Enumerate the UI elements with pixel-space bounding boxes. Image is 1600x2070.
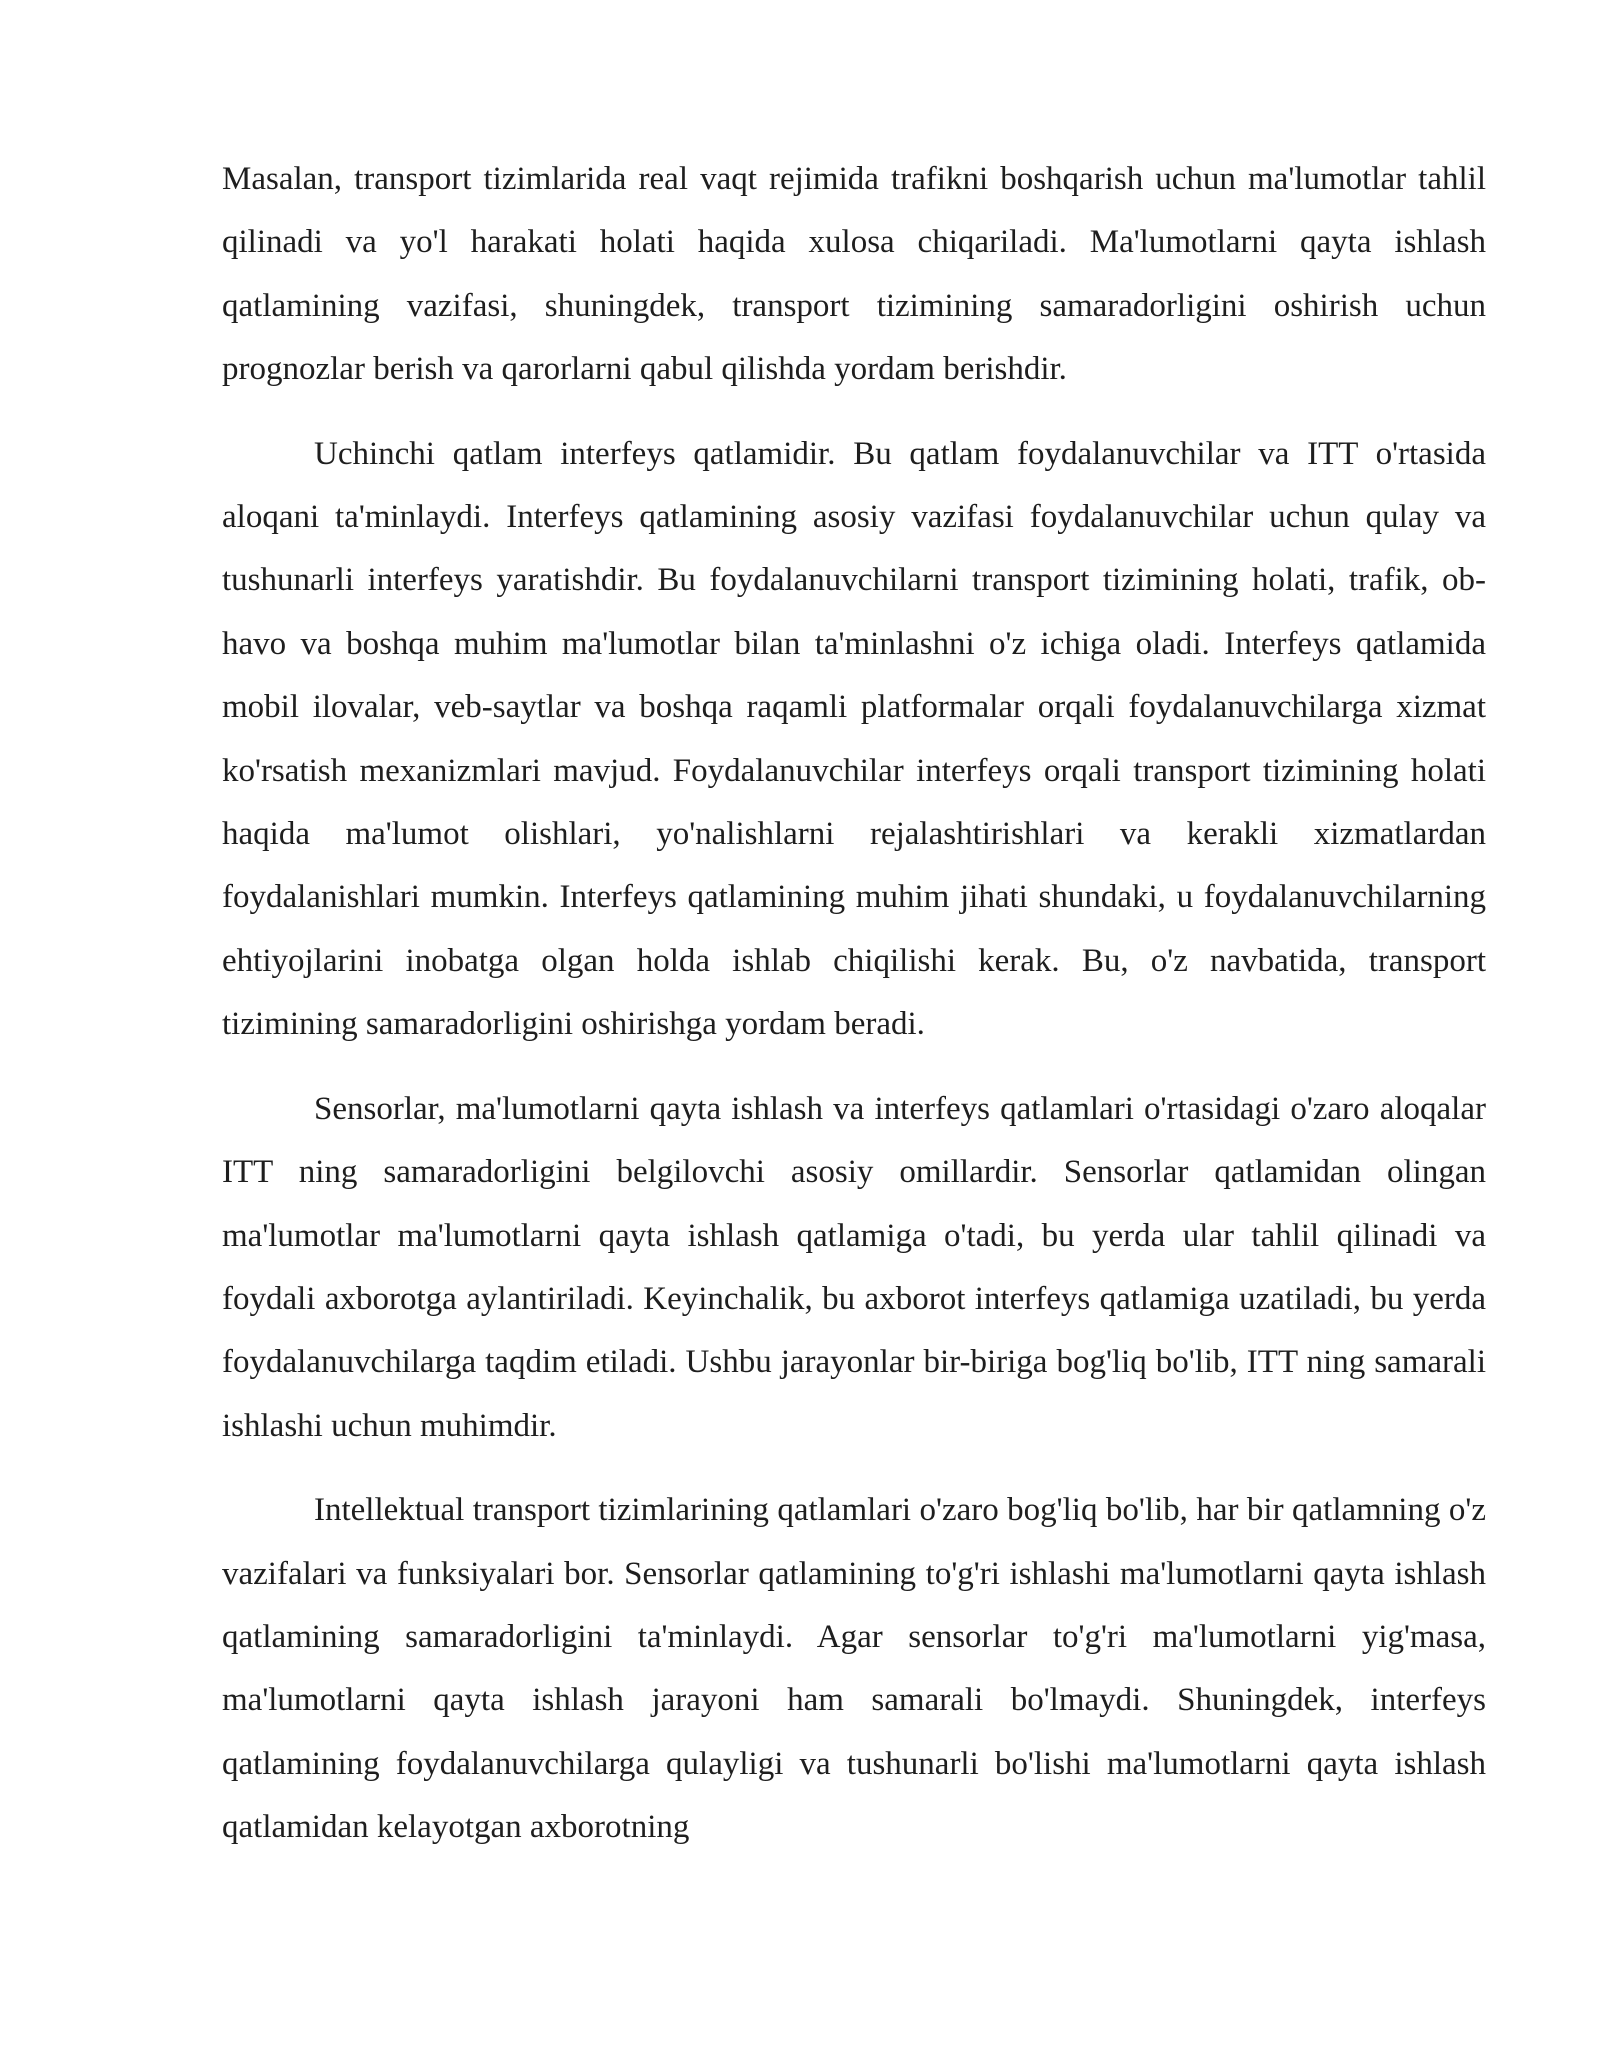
document-page (222, 148, 1486, 1860)
paragraph-2: Uchinchi qatlam interfeys qatlamidir. Bu qatlam foydalanuvchilar va ITT o'rtasida aloqani ta'minlaydi. Interfeys qatlamining asosiy vazifasi foydalanuvchilar uchun qulay va tushunarli interfeys yaratishdir. Bu foydalanuvchilarni transport tizimining holati, trafik, ob-havo va boshqa muhim ma'lumotlar bilan ta'minlashni o'z ichiga oladi. Interfeys qatlamida mobil ilovalar, veb-saytlar va boshqa raqamli platformalar orqali foydalanuvchilarga xizmat ko'rsatish mexanizmlari mavjud. Foydalanuvchilar interfeys orqali transport tizimining holati haqida ma'lumot olishlari, yo'nalishlarni rejalashtirishlari va kerakli xizmatlardan foydalanishlari mumkin. Interfeys qatlamining muhim jihati shundaki, u foydalanuvchilarning ehtiyojlarini inobatga olgan holda ishlab chiqilishi kerak. Bu, o'z navbatida, transport tizimining samaradorligini oshirishga yordam beradi. (222, 435, 1486, 1043)
paragraph-3: Sensorlar, ma'lumotlarni qayta ishlash va interfeys qatlamlari o'rtasidagi o'zaro aloqalar ITT ning samaradorligini belgilovchi asosiy omillardir. Sensorlar qatlamidan olingan ma'lumotlar ma'lumotlarni qayta ishlash qatlamiga o'tadi, bu yerda ular tahlil qilinadi va foydali axborotga aylantiriladi. Keyinchalik, bu axborot interfeys qatlamiga uzatiladi, bu yerda foydalanuvchilarga taqdim etiladi. Ushbu jarayonlar bir-biriga bog'liq bo'lib, ITT ning samarali ishlashi uchun muhimdir. (222, 1090, 1486, 1444)
paragraph-1: Masalan, transport tizimlarida real vaqt rejimida trafikni boshqarish uchun ma'lumotlar tahlil qilinadi va yo'l harakati holati haqida xulosa chiqariladi. Ma'lumotlarni qayta ishlash qatlamining vazifasi, shuningdek, transport tizimining samaradorligini oshirish uchun prognozlar berish va qarorlarni qabul qilishda yordam berishdir. (222, 161, 1486, 388)
paragraph-4: Intellektual transport tizimlarining qatlamlari o'zaro bog'liq bo'lib, har bir qatlamning o'z vazifalari va funksiyalari bor. Sensorlar qatlamining to'g'ri ishlashi ma'lumotlarni qayta ishlash qatlamining samaradorligini ta'minlaydi. Agar sensorlar to'g'ri ma'lumotlarni yig'masa, ma'lumotlarni qayta ishlash jarayoni ham samarali bo'lmaydi. Shuningdek, interfeys qatlamining foydalanuvchilarga qulayligi va tushunarli bo'lishi ma'lumotlarni qayta ishlash qatlamidan kelayotgan axborotning (222, 1492, 1486, 1846)
